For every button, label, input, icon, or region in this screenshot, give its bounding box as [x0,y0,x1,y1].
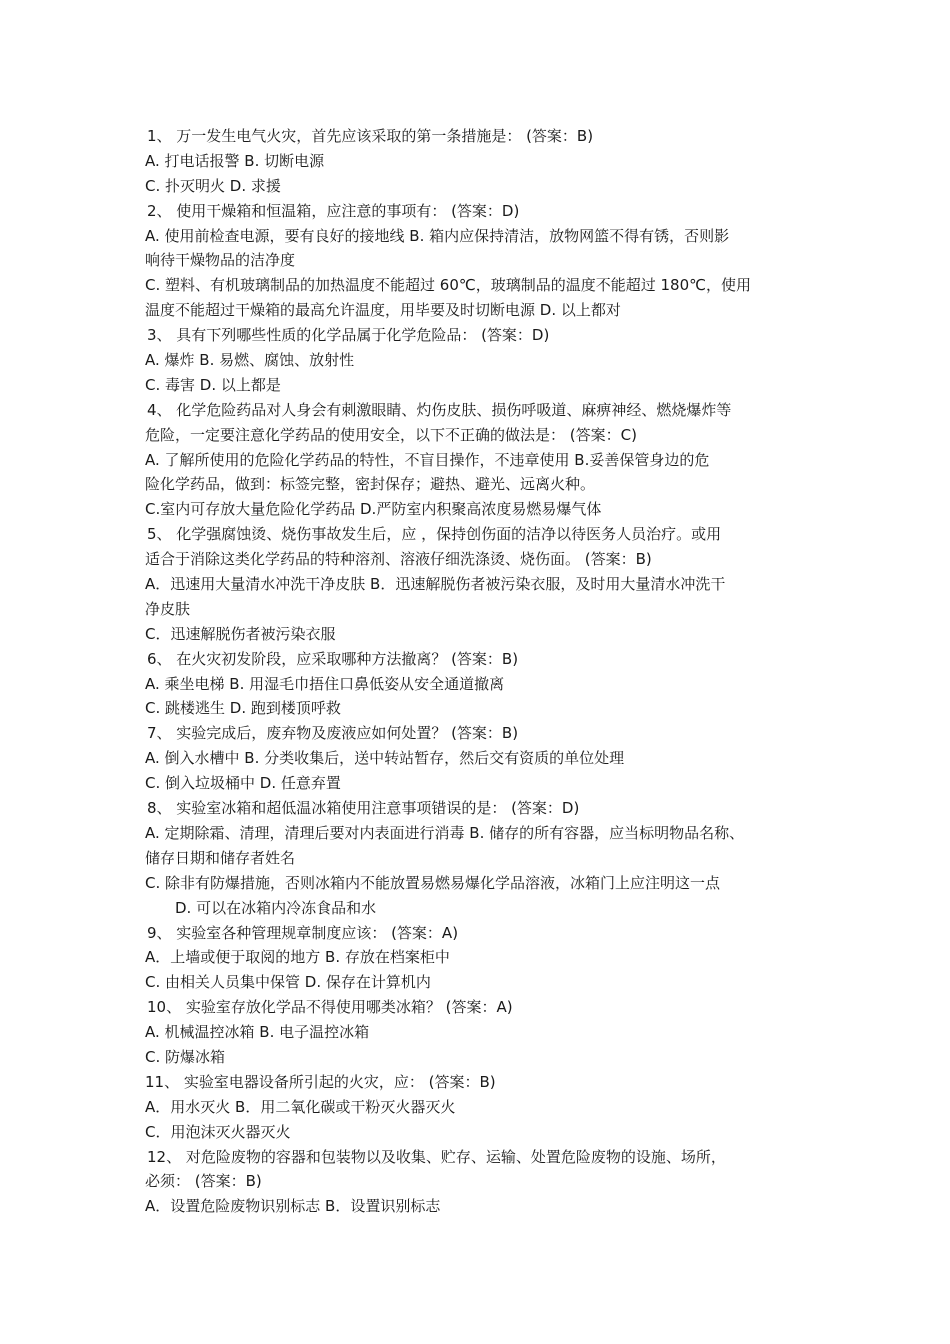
question-5-cont: 适合于消除这类化学药品的特种溶剂、溶液仔细洗涤烫、烧伤面。 (答案：B) [145,550,652,569]
question-3-options-ab: A. 爆炸 B. 易燃、腐蚀、放射性 [145,351,355,370]
question-7-options-ab: A. 倒入水槽中 B. 分类收集后，送中转站暂存，然后交有资质的单位处理 [145,749,625,768]
question-5-options-ab: A．迅速用大量清水冲洗干净皮肤 B．迅速解脱伤者被污染衣服，及时用大量清水冲洗干 [145,575,726,594]
question-2-options-ab: A. 使用前检查电源，要有良好的接地线 B. 箱内应保持清洁，放物网篮不得有锈，否则影 [145,226,730,245]
question-6-options-cd: C. 跳楼逃生 D. 跑到楼顶呼救 [145,699,341,718]
question-7: 7、 实验完成后，废弃物及废液应如何处置？ (答案：B) [147,724,519,743]
question-6-options-ab: A. 乘坐电梯 B. 用湿毛巾捂住口鼻低姿从安全通道撤离 [145,674,505,693]
question-2-options-cd: C. 塑料、有机玻璃制品的加热温度不能超过 60℃，玻璃制品的温度不能超过 180℃，使用 [145,276,751,295]
question-8-options-ab: A. 定期除霜、清理，清理后要对内表面进行消毒 B. 储存的所有容器，应当标明物品名称、 [145,823,745,842]
question-1-options-ab: A. 打电话报警 B. 切断电源 [145,151,325,170]
question-5: 5、 化学强腐蚀烫、烧伤事故发生后，应 ，保持创伤面的洁净以待医务人员治疗。或用 [147,525,722,544]
question-2-options-cd-cont: 温度不能超过干燥箱的最高允许温度，用毕要及时切断电源 D. 以上都对 [145,301,621,320]
question-9-options-ab: A．上墙或便于取阅的地方 B. 存放在档案柜中 [145,948,450,967]
question-4-options-ab-cont: 险化学药品，做到：标签完整，密封保存；避热、避光、远离火种。 [145,475,596,494]
question-11-options-ab: A．用水灭火 B．用二氧化碳或干粉灭火器灭火 [145,1097,456,1116]
question-8-options-ab-cont: 储存日期和储存者姓名 [145,848,296,867]
question-12-options-ab: A．设置危险废物识别标志 B．设置识别标志 [145,1197,441,1216]
question-4-cont: 危险，一定要注意化学药品的使用安全，以下不正确的做法是： (答案：C) [145,425,637,444]
question-3-options-cd: C. 毒害 D. 以上都是 [145,375,281,394]
question-5-options-ab-cont: 净皮肤 [145,599,191,618]
question-10-options-ab: A. 机械温控冰箱 B. 电子温控冰箱 [145,1023,370,1042]
question-10-option-c: C. 防爆冰箱 [145,1047,226,1066]
question-1-options-cd: C. 扑灭明火 D. 求援 [145,176,281,195]
question-3: 3、 具有下列哪些性质的化学品属于化学危险品： (答案：D) [147,326,550,345]
question-12: 12、 对危险废物的容器和包装物以及收集、贮存、运输、处置危险废物的设施、场所， [147,1147,726,1166]
question-10: 10、 实验室存放化学品不得使用哪类冰箱？ (答案：A) [147,998,513,1017]
question-8-option-d: D. 可以在冰箱内冷冻食品和水 [175,898,377,917]
question-4: 4、 化学危险药品对人身会有刺激眼睛、灼伤皮肤、损伤呼吸道、麻痹神经、燃烧爆炸等 [147,400,732,419]
question-9: 9、 实验室各种管理规章制度应该： (答案：A) [147,923,459,942]
question-2: 2、 使用干燥箱和恒温箱，应注意的事项有： (答案：D) [147,201,520,220]
question-9-options-cd: C. 由相关人员集中保管 D. 保存在计算机内 [145,973,431,992]
question-12-cont: 必须： (答案：B) [145,1172,262,1191]
question-8: 8、 实验室冰箱和超低温冰箱使用注意事项错误的是： (答案：D) [147,799,580,818]
quiz-content [145,124,815,1219]
question-6: 6、 在火灾初发阶段，应采取哪种方法撤离？ (答案：B) [147,649,519,668]
question-1: 1、 万一发生电气火灾，首先应该采取的第一条措施是： (答案：B) [147,127,594,145]
question-5-option-c: C．迅速解脱伤者被污染衣服 [145,624,336,643]
question-11: 11、 实验室电器设备所引起的火灾，应： (答案：B) [145,1072,496,1091]
question-4-options-cd: C.室内可存放大量危险化学药品 D.严防室内积聚高浓度易燃易爆气体 [145,500,602,519]
question-11-option-c: C．用泡沫灭火器灭火 [145,1122,291,1141]
question-2-options-ab-cont: 响待干燥物品的洁净度 [145,251,296,270]
question-8-option-c: C. 除非有防爆措施，否则冰箱内不能放置易燃易爆化学品溶液，冰箱门上应注明这一点 [145,873,721,892]
question-7-options-cd: C. 倒入垃圾桶中 D. 任意弃置 [145,774,341,793]
question-4-options-ab: A. 了解所使用的危险化学药品的特性，不盲目操作，不违章使用 B.妥善保管身边的危 [145,450,710,469]
